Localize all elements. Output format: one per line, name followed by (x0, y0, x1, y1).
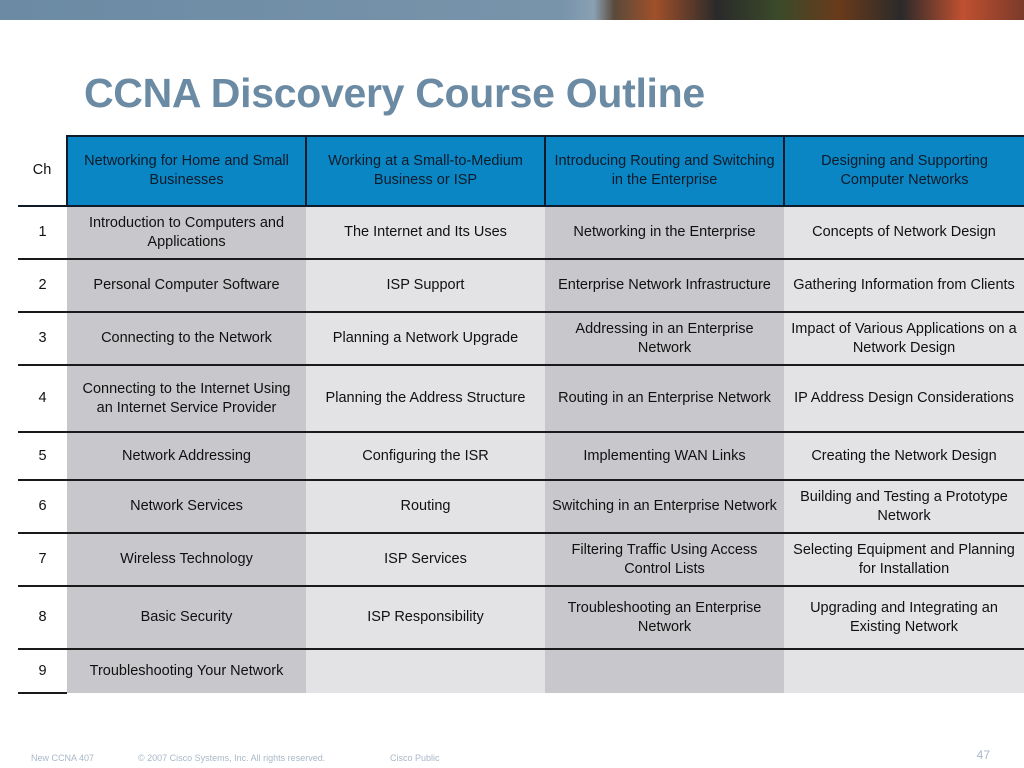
table-cell: Building and Testing a Prototype Network (784, 480, 1024, 533)
table-cell: Troubleshooting an Enterprise Network (545, 586, 784, 649)
chapter-number: 1 (18, 206, 67, 259)
chapter-number: 6 (18, 480, 67, 533)
table-cell: Enterprise Network Infrastructure (545, 259, 784, 312)
table-cell: The Internet and Its Uses (306, 206, 545, 259)
table-cell: Basic Security (67, 586, 306, 649)
table-cell: Impact of Various Applications on a Network Design (784, 312, 1024, 365)
footer-copyright: © 2007 Cisco Systems, Inc. All rights reserved. (138, 753, 326, 763)
chapter-number: 4 (18, 365, 67, 432)
table-row (18, 480, 1024, 533)
table-cell: IP Address Design Considerations (784, 365, 1024, 432)
footer-classification: Cisco Public (390, 753, 440, 763)
table-cell-empty (306, 649, 545, 693)
chapter-number: 5 (18, 432, 67, 480)
course-outline-table (18, 135, 1024, 694)
table-cell-empty (545, 649, 784, 693)
chapter-number: 8 (18, 586, 67, 649)
table-cell: Addressing in an Enterprise Network (545, 312, 784, 365)
top-banner-image (0, 0, 1024, 20)
table-header-row (18, 136, 1024, 206)
table-cell: Switching in an Enterprise Network (545, 480, 784, 533)
table-cell: Routing (306, 480, 545, 533)
chapter-number: 7 (18, 533, 67, 586)
table-row (18, 312, 1024, 365)
table-row (18, 432, 1024, 480)
chapter-number: 2 (18, 259, 67, 312)
table-cell: Networking in the Enterprise (545, 206, 784, 259)
table-cell-empty (784, 649, 1024, 693)
table-cell: Troubleshooting Your Network (67, 649, 306, 693)
table-cell: Configuring the ISR (306, 432, 545, 480)
slide-title: CCNA Discovery Course Outline (84, 70, 705, 116)
table-row (18, 259, 1024, 312)
table-cell: ISP Support (306, 259, 545, 312)
table-cell: ISP Responsibility (306, 586, 545, 649)
table-cell: Selecting Equipment and Planning for Installation (784, 533, 1024, 586)
table-cell: Gathering Information from Clients (784, 259, 1024, 312)
column-header-course-2: Working at a Small-to-Medium Business or ISP (306, 136, 545, 206)
column-header-course-3: Introducing Routing and Switching in the Enterprise (545, 136, 784, 206)
table-cell: Personal Computer Software (67, 259, 306, 312)
footer-course: New CCNA 407 (31, 753, 95, 763)
table-cell: Connecting to the Network (67, 312, 306, 365)
chapter-number: 9 (18, 649, 67, 693)
table-cell: Network Addressing (67, 432, 306, 480)
page-number: 47 (976, 748, 990, 762)
table-cell: Planning the Address Structure (306, 365, 545, 432)
table-cell: Concepts of Network Design (784, 206, 1024, 259)
table-cell: Upgrading and Integrating an Existing Network (784, 586, 1024, 649)
chapter-column-header: Ch (18, 136, 67, 206)
table-row (18, 206, 1024, 259)
table-cell: Creating the Network Design (784, 432, 1024, 480)
table-cell: Filtering Traffic Using Access Control Lists (545, 533, 784, 586)
table-cell: Wireless Technology (67, 533, 306, 586)
table-cell: Planning a Network Upgrade (306, 312, 545, 365)
chapter-number: 3 (18, 312, 67, 365)
column-header-course-1: Networking for Home and Small Businesses (67, 136, 306, 206)
column-header-course-4: Designing and Supporting Computer Networks (784, 136, 1024, 206)
table-row (18, 533, 1024, 586)
table-row (18, 586, 1024, 649)
table-cell: Routing in an Enterprise Network (545, 365, 784, 432)
table-cell: ISP Services (306, 533, 545, 586)
table-cell: Implementing WAN Links (545, 432, 784, 480)
table-cell: Connecting to the Internet Using an Internet Service Provider (67, 365, 306, 432)
table-row (18, 365, 1024, 432)
table-cell: Network Services (67, 480, 306, 533)
table-cell: Introduction to Computers and Applications (67, 206, 306, 259)
table-row (18, 649, 1024, 693)
